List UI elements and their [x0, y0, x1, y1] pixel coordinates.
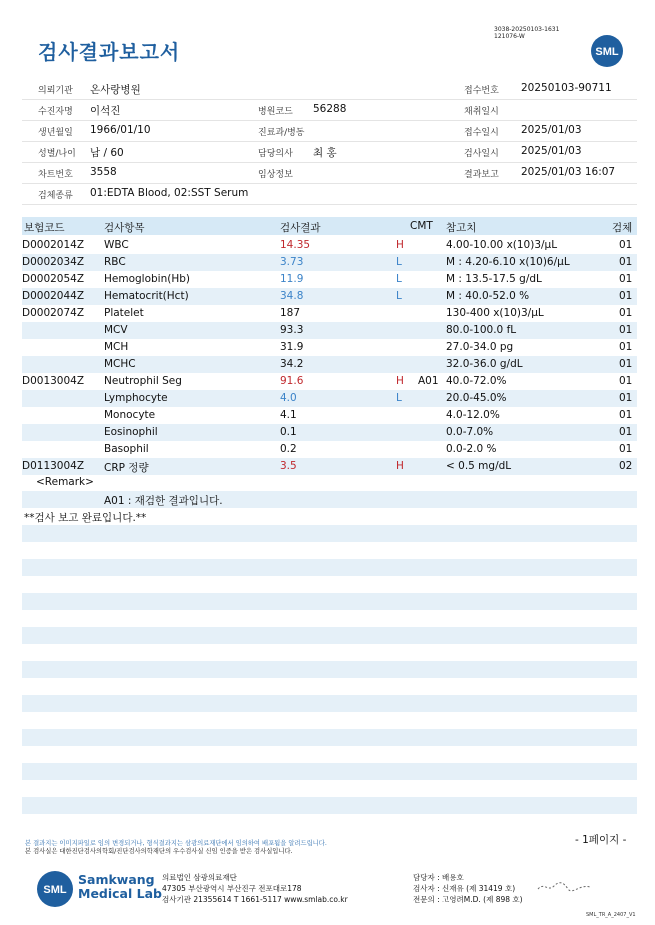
- reference-range: M : 40.0-52.0 %: [446, 290, 530, 302]
- test-result: 187: [280, 307, 301, 319]
- test-result: 3.5: [280, 460, 297, 472]
- test-result: 3.73: [280, 256, 304, 268]
- received-date: 2025/01/03: [521, 124, 582, 136]
- result-flag: L: [396, 290, 402, 302]
- insurance-code: D0002014Z: [22, 239, 85, 251]
- specimen-code: 02: [619, 460, 633, 472]
- remark-label: <Remark>: [36, 476, 94, 488]
- reference-range: 0.0-2.0 %: [446, 443, 497, 455]
- test-item: Monocyte: [104, 409, 156, 421]
- reference-range: 40.0-72.0%: [446, 375, 507, 387]
- test-item: MCH: [104, 341, 129, 353]
- insurance-code: D0113004Z: [22, 460, 85, 472]
- chart-number: 3558: [90, 166, 117, 178]
- reference-range: M : 13.5-17.5 g/dL: [446, 273, 542, 285]
- receipt-number: 20250103-90711: [521, 82, 612, 94]
- table-row: [22, 390, 637, 407]
- page-number: - 1페이지 -: [575, 834, 627, 846]
- sex-age: 남 / 60: [90, 147, 124, 159]
- hospital-code: 56288: [313, 103, 347, 115]
- empty-row: [22, 729, 637, 746]
- empty-row: [22, 525, 637, 542]
- table-row: [22, 305, 637, 322]
- table-row: [22, 288, 637, 305]
- specimen-code: 01: [619, 256, 633, 268]
- table-row: [22, 424, 637, 441]
- test-result: 4.0: [280, 392, 297, 404]
- info-row: 의뢰기관 온사랑병원 접수번호 20250103-90711: [22, 78, 637, 100]
- reference-range: M : 4.20-6.10 x(10)6/μL: [446, 256, 570, 268]
- insurance-code: D0002054Z: [22, 273, 85, 285]
- test-item: Platelet: [104, 307, 144, 319]
- report-complete-note: **검사 보고 완료입니다.**: [24, 512, 147, 524]
- results-table-header: 보험코드 검사항목 검사결과 CMT 참고치 검체: [22, 217, 637, 235]
- report-datetime: 2025/01/03 16:07: [521, 166, 616, 178]
- test-item: Neutrophil Seg: [104, 375, 182, 387]
- table-row: [22, 441, 637, 458]
- specimen-code: 01: [619, 392, 633, 404]
- lab-name: Samkwang Medical Lab: [78, 872, 162, 901]
- empty-row: [22, 559, 637, 576]
- specimen-code: 01: [619, 290, 633, 302]
- test-item: WBC: [104, 239, 129, 251]
- info-row: 수진자명 이석진 병원코드 56288 채취일시: [22, 99, 637, 121]
- info-row: 차트번호 3558 임상정보 결과보고 2025/01/03 16:07: [22, 162, 637, 184]
- report-status-row: [22, 508, 637, 525]
- report-title: 검사결과보고서: [38, 40, 181, 64]
- sml-logo-icon: [590, 34, 624, 68]
- specimen-code: 01: [619, 307, 633, 319]
- specimen-code: 01: [619, 443, 633, 455]
- reference-range: 0.0-7.0%: [446, 426, 494, 438]
- specimen-code: 01: [619, 324, 633, 336]
- insurance-code: D0002044Z: [22, 290, 85, 302]
- table-row: [22, 458, 637, 475]
- comment-code: A01: [418, 375, 439, 387]
- remark-row: [22, 474, 637, 491]
- info-row: 생년월일 1966/01/10 진료과/병동 접수일시 2025/01/03: [22, 120, 637, 142]
- reference-range: 27.0-34.0 pg: [446, 341, 514, 353]
- test-result: 11.9: [280, 273, 304, 285]
- test-result: 14.35: [280, 239, 311, 251]
- insurance-code: D0002074Z: [22, 307, 85, 319]
- table-row: [22, 373, 637, 390]
- birth-date: 1966/01/10: [90, 124, 151, 136]
- table-row: [22, 237, 637, 254]
- lab-address: 의료법인 삼광의료재단 47305 부산광역시 부산진구 전포대로178 검사기관 21355614 T 1661-5117 www.smlab.co.kr: [162, 873, 348, 904]
- test-item: Eosinophil: [104, 426, 158, 438]
- test-item: MCHC: [104, 358, 136, 370]
- result-flag: L: [396, 392, 402, 404]
- insurance-code: D0002034Z: [22, 256, 85, 268]
- specimen-types: 01:EDTA Blood, 02:SST Serum: [90, 187, 249, 199]
- specimen-code: 01: [619, 273, 633, 285]
- test-result: 34.8: [280, 290, 304, 302]
- specimen-code: 01: [619, 375, 633, 387]
- result-flag: L: [396, 273, 402, 285]
- result-flag: L: [396, 256, 402, 268]
- test-item: MCV: [104, 324, 128, 336]
- empty-row: [22, 695, 637, 712]
- hospital-name: 온사랑병원: [90, 84, 141, 96]
- empty-row: [22, 797, 637, 814]
- reference-range: 130-400 x(10)3/μL: [446, 307, 544, 319]
- empty-row: [22, 763, 637, 780]
- test-result: 0.2: [280, 443, 297, 455]
- table-row: [22, 271, 637, 288]
- test-item: Lymphocyte: [104, 392, 168, 404]
- test-result: 0.1: [280, 426, 297, 438]
- info-row: 성별/나이 남 / 60 담당의사 최 홍 검사일시 2025/01/03: [22, 141, 637, 163]
- test-item: Hemoglobin(Hb): [104, 273, 191, 285]
- svg-text:SML: SML: [595, 46, 619, 58]
- remark-text: A01 : 재검한 결과입니다.: [104, 495, 223, 507]
- test-item: Basophil: [104, 443, 149, 455]
- svg-text:SML: SML: [43, 884, 67, 896]
- table-row: [22, 322, 637, 339]
- specimen-code: 01: [619, 358, 633, 370]
- document-id: 3038-20250103-1631 121076-W: [494, 26, 560, 40]
- samkwang-logo-icon: [36, 870, 74, 908]
- specimen-code: 01: [619, 426, 633, 438]
- test-result: 4.1: [280, 409, 297, 421]
- signature-icon: [536, 880, 592, 894]
- specimen-code: 01: [619, 239, 633, 251]
- test-item: RBC: [104, 256, 126, 268]
- test-result: 31.9: [280, 341, 304, 353]
- empty-row: [22, 593, 637, 610]
- empty-row: [22, 627, 637, 644]
- reference-range: < 0.5 mg/dL: [446, 460, 512, 472]
- footnote: 본 결과지는 이미지파일로 임의 변경되거나, 형식결과지는 삼광의료재단에서 임의하여 배포됨을 알려드립니다. 본 검사실은 대한진단검사의학회/진단검사의학재단의 우수검사실 신임 인증을 받은 검사실입니다.: [25, 840, 327, 855]
- test-item: Hematocrit(Hct): [104, 290, 189, 302]
- insurance-code: D0013004Z: [22, 375, 85, 387]
- test-result: 93.3: [280, 324, 304, 336]
- reference-range: 32.0-36.0 g/dL: [446, 358, 523, 370]
- result-flag: H: [396, 239, 404, 251]
- test-result: 91.6: [280, 375, 304, 387]
- table-row: [22, 254, 637, 271]
- info-row: 검체종류 01:EDTA Blood, 02:SST Serum: [22, 183, 637, 205]
- form-code: SML_TR_A_2407_V1: [586, 912, 636, 918]
- table-row: [22, 407, 637, 424]
- specimen-code: 01: [619, 341, 633, 353]
- test-result: 34.2: [280, 358, 304, 370]
- remark-row: [22, 491, 637, 508]
- empty-row: [22, 661, 637, 678]
- patient-name: 이석진: [90, 105, 121, 117]
- lab-staff: 담당자 : 배용호 검사자 : 신재유 (제 31419 호) 전문의 : 고영려M.D. (제 898 호): [413, 873, 523, 904]
- reference-range: 20.0-45.0%: [446, 392, 507, 404]
- reference-range: 4.00-10.00 x(10)3/μL: [446, 239, 558, 251]
- table-row: [22, 339, 637, 356]
- doctor-name: 최 홍: [313, 147, 337, 159]
- reference-range: 4.0-12.0%: [446, 409, 500, 421]
- specimen-code: 01: [619, 409, 633, 421]
- result-flag: H: [396, 460, 404, 472]
- test-date: 2025/01/03: [521, 145, 582, 157]
- result-flag: H: [396, 375, 404, 387]
- test-item: CRP 정량: [104, 462, 149, 474]
- reference-range: 80.0-100.0 fL: [446, 324, 517, 336]
- table-row: [22, 356, 637, 373]
